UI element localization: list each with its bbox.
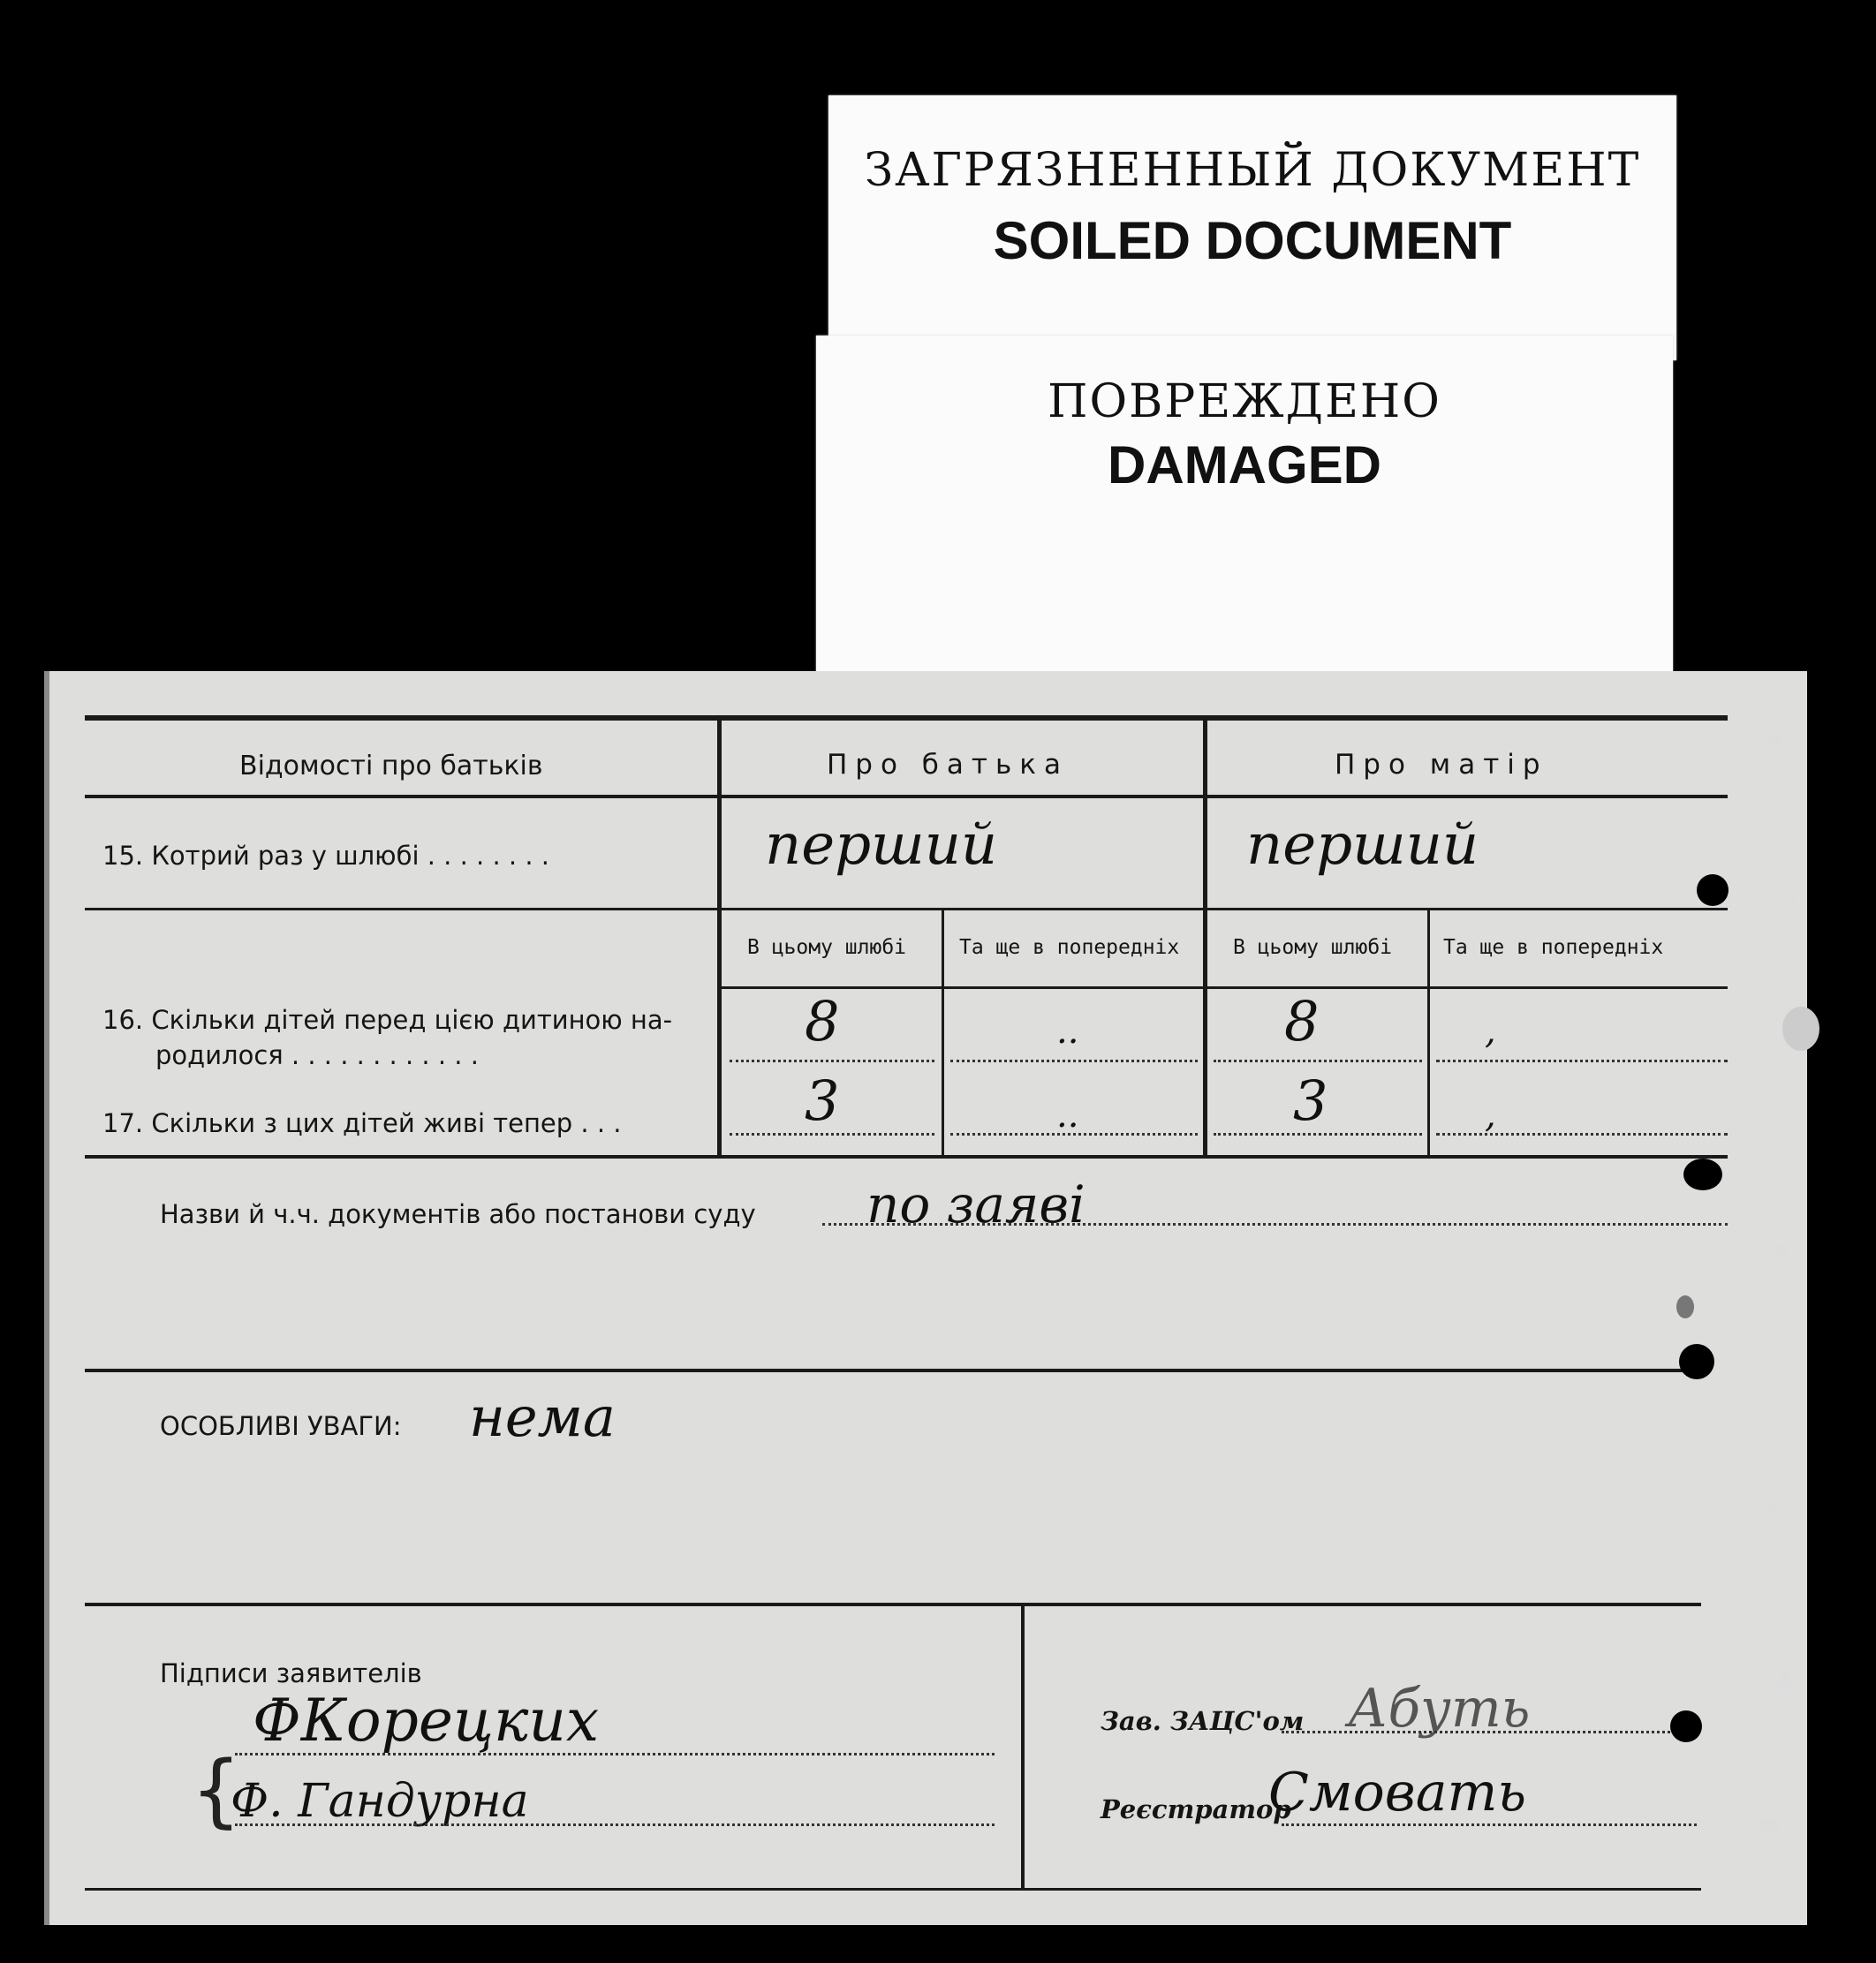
q17-mother-previous: , xyxy=(1485,1095,1496,1136)
q16-label-line2: родилося . . . . . . . . . . . . xyxy=(155,1040,479,1070)
father-previous-header: Та ще в попередніх xyxy=(959,936,1180,959)
q17-mother-this: 3 xyxy=(1293,1068,1328,1133)
remarks-label: ОСОБЛИВІ УВАГИ: xyxy=(160,1411,402,1441)
registrar-signature: Смовать xyxy=(1268,1762,1527,1823)
father-this-marriage-header: В цьому шлюбі xyxy=(747,936,907,959)
damaged-notice-english: DAMAGED xyxy=(1108,435,1381,495)
q16-mother-previous: , xyxy=(1485,1011,1496,1052)
margin-hole xyxy=(1775,1243,1788,1259)
q15-father-answer: перший xyxy=(765,812,998,878)
punch-hole xyxy=(1676,1295,1694,1318)
soiled-notice-card xyxy=(828,95,1676,360)
margin-hole xyxy=(1786,892,1797,902)
parents-info-header: Відомості про батьків xyxy=(239,751,543,781)
applicant-signatures-label: Підписи заявителів xyxy=(160,1658,422,1688)
documents-answer: по заяві xyxy=(866,1174,1086,1234)
applicant-signature-1: ФКорецких xyxy=(253,1687,600,1755)
margin-hole xyxy=(1766,733,1781,747)
remarks-answer: нема xyxy=(469,1385,616,1449)
about-mother-header: Про матір xyxy=(1335,749,1548,781)
q15-mother-answer: перший xyxy=(1246,812,1479,878)
q16-father-previous: .. xyxy=(1056,1011,1079,1052)
margin-hole xyxy=(1777,1673,1791,1693)
form-sheet xyxy=(44,671,1807,1925)
soiled-notice-english: SOILED DOCUMENT xyxy=(993,211,1512,270)
soiled-notice-russian: ЗАГРЯЗНЕННЫЙ ДОКУМЕНТ xyxy=(864,144,1641,197)
registrar-label: Реєстратор xyxy=(1101,1794,1291,1824)
punch-hole xyxy=(1683,1159,1722,1190)
margin-hole xyxy=(1782,1007,1819,1051)
q15-label: 15. Котрий раз у шлюбі . . . . . . . . xyxy=(102,841,549,871)
signature-brace: { xyxy=(191,1744,242,1837)
q16-mother-this: 8 xyxy=(1284,989,1320,1053)
punch-hole xyxy=(1697,874,1728,906)
damaged-notice-russian: ПОВРЕЖДЕНО xyxy=(1048,375,1441,428)
q17-label: 17. Скільки з цих дітей живі тепер . . . xyxy=(102,1108,622,1138)
punch-hole xyxy=(1670,1710,1702,1742)
mother-this-marriage-header: В цьому шлюбі xyxy=(1233,936,1393,959)
documents-label: Назви й ч.ч. документів або постанови суду xyxy=(160,1199,756,1229)
margin-hole xyxy=(1758,1819,1779,1833)
applicant-signature-2: Ф. Гандурна xyxy=(231,1775,529,1828)
q16-father-this: 8 xyxy=(805,989,840,1053)
punch-hole xyxy=(1679,1344,1714,1379)
mother-previous-header: Та ще в попередніх xyxy=(1443,936,1664,959)
damaged-notice-card xyxy=(816,336,1673,689)
about-father-header: Про батька xyxy=(827,749,1069,781)
zags-head-label: Зав. ЗАЦС'ом xyxy=(1101,1706,1305,1736)
zags-head-signature: Абуть xyxy=(1348,1678,1531,1740)
q16-label-line1: 16. Скільки дітей перед цією дитиною на- xyxy=(102,1005,673,1035)
q17-father-this: 3 xyxy=(805,1068,840,1133)
margin-hole xyxy=(1766,1501,1777,1515)
q17-father-previous: .. xyxy=(1056,1095,1079,1136)
